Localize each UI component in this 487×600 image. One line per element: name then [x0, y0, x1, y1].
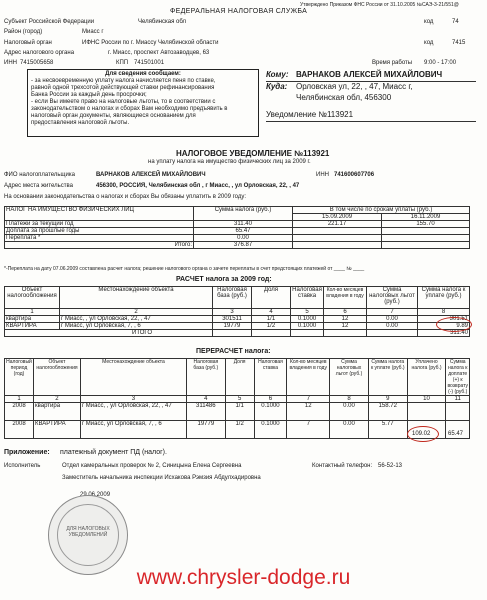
recalc-header: Налоговая ставка [254, 359, 287, 396]
kpp-label: КПП [116, 60, 129, 66]
summary-row-sum: 311.40 [194, 221, 293, 228]
column-number: 3 [80, 396, 186, 403]
summary-row-d2: 155.70 [382, 221, 470, 228]
recipient-where-label: Куда: [266, 82, 288, 91]
summary-row-label: Платежи за текущий год [5, 221, 194, 228]
info-line: законодательством о налогах и сборах Вам необходимо предъявить в [31, 106, 228, 112]
summary-row-sum: 0.00 [194, 235, 293, 242]
calc-cell: г Миасс, , ул Орловская, 22, , 47 [60, 316, 213, 323]
deputy-signature: Заместитель начальника инспекции Исхакова Рэмзия Абдулхадировна [62, 475, 261, 481]
info-line: Банка России за каждый день просрочки; [31, 92, 147, 98]
summary-row-label: Переплата * [5, 235, 194, 242]
recalc-cell [446, 403, 470, 421]
calc-header: Доля [252, 287, 291, 309]
info-line: предоставления налоговой льготы. [31, 120, 130, 126]
column-number: 2 [33, 396, 80, 403]
column-number: 8 [330, 396, 369, 403]
summary-row-d1: 221.17 [293, 221, 382, 228]
service-name: ФЕДЕРАЛЬНАЯ НАЛОГОВАЯ СЛУЖБА [170, 8, 308, 15]
taxpayer-inn-label: ИНН [316, 172, 329, 178]
recalc-header: Сумма налога к уплате (руб.) [368, 359, 407, 396]
recalc-table [4, 358, 470, 439]
stamp [48, 495, 128, 575]
recalc-header: Сумма налоговых льгот (руб.) [330, 359, 369, 396]
summary-row-sum: 65.47 [194, 228, 293, 235]
column-number: 5 [291, 309, 324, 316]
recalc-total-paid: 109.02 [412, 431, 431, 437]
calc-header: Налоговая база (руб.) [213, 287, 252, 309]
column-number: 9 [368, 396, 407, 403]
site-watermark: www.chrysler-dodge.ru [136, 566, 351, 589]
table-row [5, 235, 470, 242]
recalc-cell: КВАРТИРА [33, 421, 80, 439]
table-row [5, 403, 470, 421]
recalc-header: Налоговая база (руб.) [186, 359, 225, 396]
recalc-header: Сумма налога к доплате (+) к возврату (-) (руб.) [447, 359, 469, 395]
recipient-to-label: Кому: [266, 70, 289, 79]
column-number: 6 [254, 396, 287, 403]
column-number: 4 [186, 396, 225, 403]
summary-header-sum: Сумма налога (руб.) [194, 207, 293, 221]
calc-cell: 9.89 [418, 323, 470, 330]
calc-cell: 1/1 [252, 316, 291, 323]
calc-title: РАСЧЕТ налога за 2009 год: [176, 276, 272, 283]
recalc-header: Кол-во месяцев владения в году [287, 359, 330, 396]
recalc-cell: 2008 [5, 403, 34, 421]
authority-label: Налоговый орган [4, 40, 52, 46]
signature-date: 29.06.2009 [80, 492, 111, 498]
summary-row-d2 [382, 228, 470, 235]
recalc-cell: 311486 [186, 403, 225, 421]
calc-cell: 0.00 [367, 323, 418, 330]
summary-table [4, 206, 470, 249]
summary-row-d2 [382, 235, 470, 242]
calc-cell: 301.51 [418, 316, 470, 323]
summary-row-d1 [293, 242, 382, 249]
recalc-cell: 1/1 [225, 403, 254, 421]
table-row [5, 330, 470, 337]
calc-cell: 0.1000 [291, 316, 324, 323]
subject-code-label: код [424, 19, 434, 25]
overpayment-footnote: *-Переплата на дату 07.06.2009 составлена расчет налога; решение налогового органа о зачете переплаты в счет предстоящих платежей от ____ № ____ [4, 266, 365, 272]
summary-header-terms: В том числе по срокам уплаты (руб.) [293, 207, 470, 214]
calc-total-label: ИТОГО [5, 330, 213, 337]
hours-label: Время работы [372, 60, 413, 66]
inn-label: ИНН [4, 60, 17, 66]
recalc-header: Налоговый период (год) [5, 359, 34, 396]
column-number: 3 [213, 309, 252, 316]
column-number: 1 [5, 396, 34, 403]
recalc-total-due: 65.47 [448, 431, 464, 437]
recalc-cell: г Миасс, , ул Орловская, 22, , 47 [80, 403, 186, 421]
recalc-cell: 0.1000 [254, 403, 287, 421]
calc-cell: КВАРТИРА [5, 323, 60, 330]
recipient-address-line2: Челябинская обл, 456300 [296, 93, 392, 102]
recipient-name: ВАРНАКОВ АЛЕКСЕЙ МИХАЙЛОВИЧ [296, 70, 443, 79]
authority-value: ИФНС России по г. Миассу Челябинской области [82, 40, 219, 46]
highlight-circle [407, 426, 439, 442]
calc-cell: 12 [324, 323, 367, 330]
column-number: 7 [367, 309, 418, 316]
info-line: равной одной трехсотой действующей ставки рефинансирования [31, 85, 215, 91]
fio-value: ВАРНАКОВ АЛЕКСЕЙ МИХАЙЛОВИЧ [96, 172, 206, 178]
calc-header: Сумма налоговых льгот (руб.) [367, 287, 418, 309]
recalc-cell: 12 [287, 403, 330, 421]
fio-label: ФИО налогоплательщика [4, 172, 75, 178]
summary-row-d1 [293, 235, 382, 242]
calc-cell: 301511 [213, 316, 252, 323]
info-line: - если Вы имеете право на налоговые льготы, то в соответствии с [31, 99, 216, 105]
summary-row-d1 [293, 228, 382, 235]
subject-code: 74 [452, 19, 459, 25]
basis-text: На основании законодательства о налогах и сборах Вы обязаны уплатить в 2009 году: [4, 194, 247, 200]
summary-header-tax: НАЛОГ НА ИМУЩЕСТВО ФИЗИЧЕСКИХ ЛИЦ [5, 207, 194, 221]
info-list [28, 78, 258, 127]
calc-cell: 19779 [213, 323, 252, 330]
attachment-label: Приложение: [4, 449, 50, 456]
recalc-cell: 0.00 [330, 403, 369, 421]
summary-date-2: 16.11.2009 [382, 214, 470, 221]
calc-cell: 1/2 [252, 323, 291, 330]
recalc-cell: 158.72 [368, 403, 407, 421]
column-number: 2 [60, 309, 213, 316]
hours-value: 9:00 - 17:00 [424, 60, 457, 66]
recalc-cell: 1/2 [225, 421, 254, 439]
attachment-value: платежный документ ПД (налог). [60, 449, 167, 456]
info-line: - за несвоевременную уплату налога начисляется пеня по ставке, [31, 78, 216, 84]
taxpayer-inn-value: 741600607706 [334, 172, 375, 178]
order-reference: Утверждено Приказом ФНС России от 31.10.2005 №САЭ-3-21/551@ [300, 2, 459, 8]
table-row [5, 221, 470, 228]
column-number: 4 [252, 309, 291, 316]
calc-header: Местонахождение объекта [60, 287, 213, 309]
inn-value: 7415005658 [20, 60, 54, 66]
column-number: 10 [407, 396, 446, 403]
info-box [27, 69, 259, 137]
calc-cell: 0.00 [367, 316, 418, 323]
summary-row-d2 [382, 242, 470, 249]
address-value: г. Миасс, проспект Автозаводцев, 63 [108, 50, 210, 56]
recalc-title: ПЕРЕРАСЧЕТ налога: [196, 348, 271, 355]
calc-header: Налоговая ставка [291, 287, 324, 309]
phone-value: 56-52-13 [378, 463, 403, 469]
calc-header: Сумма налога к уплате (руб.) [418, 287, 470, 309]
recalc-cell: квартира [33, 403, 80, 421]
highlight-circle [436, 317, 472, 332]
notice-title: НАЛОГОВОЕ УВЕДОМЛЕНИЕ №113921 [176, 149, 330, 158]
calc-cell: 12 [324, 316, 367, 323]
column-number: 11 [446, 396, 470, 403]
district-value: Миасс г [82, 29, 104, 35]
calc-cell: 0.1000 [291, 323, 324, 330]
calc-cell: г Миасс, ул Орловская, 7, , 6 [60, 323, 213, 330]
district-label: Район (город) [4, 29, 43, 35]
subject-value: Челябинская обл [138, 19, 187, 25]
calc-header: Объект налогообложения [5, 287, 60, 309]
authority-code-label: код [424, 40, 434, 46]
table-row [5, 421, 470, 439]
recalc-header: Объект налогообложения [33, 359, 80, 396]
subject-label: Субъект Российской Федерации [4, 19, 95, 25]
kpp-value: 741501001 [134, 60, 165, 66]
summary-total-label: Итого: [5, 242, 194, 249]
notice-subtitle: на уплату налога на имущество физических лиц за 2009 г. [148, 159, 311, 165]
address-label: Адрес налогового органа [4, 50, 75, 56]
column-number: 5 [225, 396, 254, 403]
phone-label: Контактный телефон: [312, 463, 373, 469]
recalc-cell: 0.00 [330, 421, 369, 439]
table-row [5, 316, 470, 323]
executor-value: Отдел камеральных проверок № 2, Синицына Елена Сергеевна [62, 463, 242, 469]
summary-date-1: 15.09.2009 [293, 214, 382, 221]
recalc-header: Уплачено налога (руб.) [407, 359, 446, 396]
recalc-cell: 0.1000 [254, 421, 287, 439]
stamp-text: ДЛЯ НАЛОГОВЫХ УВЕДОМЛЕНИЙ [66, 526, 110, 538]
recalc-cell: 2008 [5, 421, 34, 439]
notice-number-label: Уведомление №113921 [266, 110, 354, 119]
column-number: 6 [324, 309, 367, 316]
recalc-header: Местонахождение объекта [80, 359, 186, 396]
info-title: Для сведения сообщаем: [105, 71, 181, 77]
recalc-cell: 7 [287, 421, 330, 439]
recipient-address-line1: Орловская ул, 22, , 47, Миасс г, [296, 82, 413, 91]
info-line: налоговый орган документы, являющиеся основанием для [31, 113, 196, 119]
calc-cell: квартира [5, 316, 60, 323]
column-number: 8 [418, 309, 470, 316]
column-number: 1 [5, 309, 60, 316]
executor-label: Исполнитель [4, 463, 41, 469]
divider [266, 121, 476, 122]
calc-header: Кол-во месяцев владения в году [324, 287, 367, 309]
authority-code: 7415 [452, 40, 466, 46]
recalc-cell: 19779 [186, 421, 225, 439]
recalc-cell [407, 403, 446, 421]
summary-total-sum: 376.87 [194, 242, 293, 249]
recalc-header: Доля [225, 359, 254, 396]
recalc-cell: 5.77 [368, 421, 407, 439]
calc-total-value: 311.40 [418, 330, 470, 337]
residence-label: Адрес места жительства [4, 183, 74, 189]
summary-row-label: Доплата за прошлые годы [5, 228, 194, 235]
calc-table [4, 286, 470, 337]
column-number: 7 [287, 396, 330, 403]
recalc-cell: г Миасс, ул Орловская, 7, , 6 [80, 421, 186, 439]
table-row [5, 242, 470, 249]
residence-value: 456300, РОССИЯ, Челябинская обл , г Миасс, , ул Орловская, 22, , 47 [96, 183, 300, 189]
table-row [5, 323, 470, 330]
table-row [5, 228, 470, 235]
